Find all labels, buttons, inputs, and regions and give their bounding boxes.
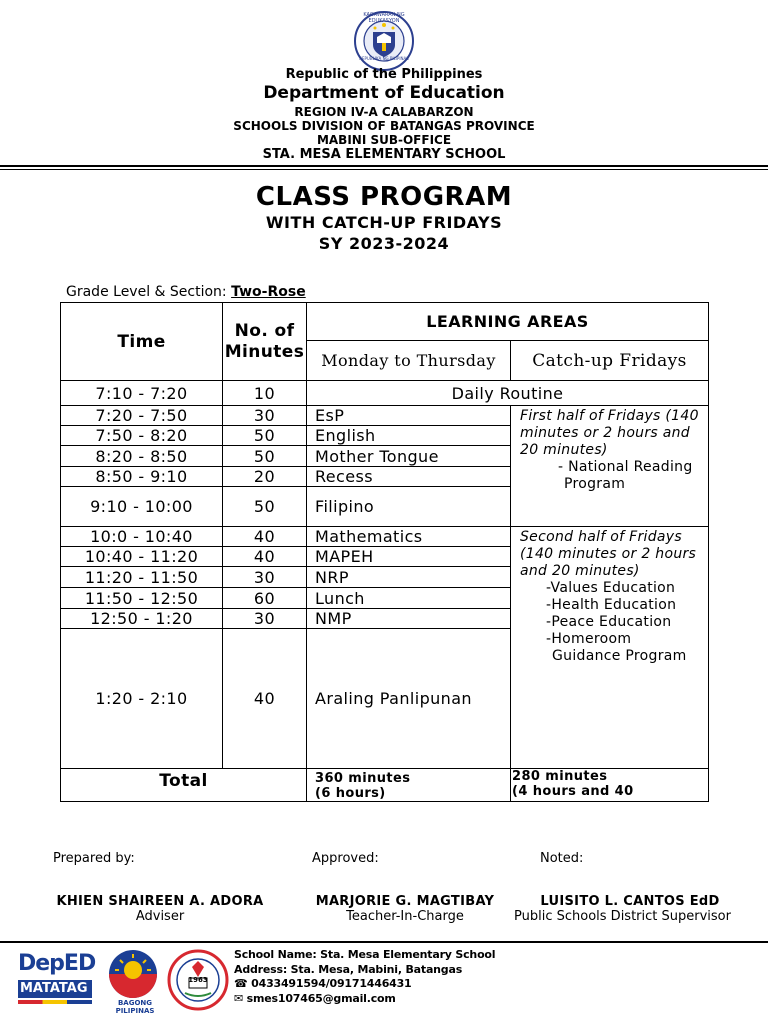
matatag-stripe	[18, 1000, 92, 1004]
time-cell: 10:40 - 11:20	[61, 547, 223, 567]
area-cell: Recess	[307, 467, 511, 487]
minutes-cell: 50	[223, 446, 307, 467]
area-cell: Daily Routine	[307, 381, 709, 406]
approved-name: MARJORIE G. MAGTIBAY	[315, 894, 495, 909]
department-text: Department of Education	[263, 83, 505, 103]
approved-label: Approved:	[312, 851, 379, 866]
footer-phone-row	[234, 977, 412, 992]
minutes-cell: 50	[223, 426, 307, 446]
minutes-cell: 50	[223, 487, 307, 527]
time-cell: 9:10 - 10:00	[61, 487, 223, 527]
minutes-cell: 30	[223, 567, 307, 588]
footer-email: smes107465@gmail.com	[246, 992, 396, 1005]
footer-school-name: School Name: Sta. Mesa Elementary School	[234, 948, 496, 961]
bagong-pilipinas-text: BAGONG PILIPINAS	[115, 999, 155, 1015]
total-mon-thu	[307, 769, 511, 802]
approved-title: Teacher-In-Charge	[346, 909, 464, 924]
sub-office-text: MABINI SUB-OFFICE	[316, 133, 452, 147]
area-cell: Mother Tongue	[307, 446, 511, 467]
area-cell: NMP	[307, 609, 511, 629]
minutes-cell: 40	[223, 527, 307, 547]
time-cell: 12:50 - 1:20	[61, 609, 223, 629]
fridays-first-heading: First half of Fridays (140 minutes or 2 hours and 20 minutes)	[520, 408, 699, 458]
minutes-cell: 20	[223, 467, 307, 487]
time-cell: 11:50 - 12:50	[61, 588, 223, 609]
minutes-cell: 30	[223, 609, 307, 629]
minutes-cell: 40	[223, 547, 307, 567]
fridays-first-half	[511, 406, 709, 527]
fridays-second-item: -Values Education	[546, 580, 676, 596]
region-text: REGION IV-A CALABARZON	[294, 105, 474, 119]
noted-name: LUISITO L. CANTOS EdD	[540, 894, 720, 909]
minutes-cell: 10	[223, 381, 307, 406]
prepared-label: Prepared by:	[53, 851, 135, 866]
area-cell: Lunch	[307, 588, 511, 609]
header-mon-thu: Monday to Thursday	[307, 341, 511, 381]
footer-email-row	[234, 992, 396, 1007]
total-fri-hours: (4 hours and 40	[512, 784, 634, 799]
fridays-second-item: -Peace Education	[546, 614, 672, 630]
matatag-logo-text: MATATAG	[18, 980, 92, 998]
time-cell: 11:20 - 11:50	[61, 567, 223, 588]
footer-divider	[0, 941, 768, 943]
republic-text: Republic of the Philippines	[285, 67, 483, 82]
minutes-cell: 60	[223, 588, 307, 609]
total-fri-minutes: 280 minutes	[512, 769, 608, 784]
header-learning-areas: LEARNING AREAS	[307, 303, 709, 341]
time-cell: 7:20 - 7:50	[61, 406, 223, 426]
seal-text-top: KAGAWARAN NG EDUKASYON	[363, 12, 405, 24]
class-program-table	[60, 302, 709, 802]
header-fridays: Catch-up Fridays	[511, 341, 709, 381]
header-minutes: No. of Minutes	[223, 303, 307, 381]
school-text: STA. MESA ELEMENTARY SCHOOL	[262, 147, 506, 162]
page-title: CLASS PROGRAM	[255, 182, 513, 212]
noted-label: Noted:	[540, 851, 584, 866]
minutes-cell: 30	[223, 406, 307, 426]
total-fridays	[511, 769, 709, 802]
email-icon: ✉	[234, 992, 244, 1005]
header-time: Time	[61, 303, 223, 381]
total-mon-thu-minutes: 360 minutes	[315, 771, 411, 786]
division-text: SCHOOLS DIVISION OF BATANGAS PROVINCE	[233, 119, 535, 133]
area-cell: NRP	[307, 567, 511, 588]
minutes-cell: 40	[223, 629, 307, 769]
noted-title: Public Schools District Supervisor	[514, 909, 731, 924]
area-cell: Mathematics	[307, 527, 511, 547]
seal-text-bottom: REPUBLIKA NG PILIPINAS	[359, 56, 409, 61]
area-cell: English	[307, 426, 511, 446]
fridays-second-half	[511, 527, 709, 769]
total-mon-thu-hours: (6 hours)	[315, 786, 386, 801]
footer-phone: 0433491594/09171446431	[251, 977, 412, 990]
fridays-second-heading: Second half of Fridays (140 minutes or 2 hours and 20 minutes)	[520, 529, 697, 579]
school-year: SY 2023-2024	[318, 234, 450, 253]
area-cell: MAPEH	[307, 547, 511, 567]
bagong-pilipinas-logo-icon	[100, 948, 166, 1000]
time-cell: 8:50 - 9:10	[61, 467, 223, 487]
school-seal-year: 1963	[188, 976, 208, 984]
time-cell: 7:10 - 7:20	[61, 381, 223, 406]
grade-section-label: Grade Level & Section:	[66, 284, 232, 300]
phone-icon: ☎	[234, 977, 248, 990]
deped-logo-text: DepED	[18, 951, 96, 976]
footer-address: Address: Sta. Mesa, Mabini, Batangas	[234, 963, 463, 976]
page-subtitle: WITH CATCH-UP FRIDAYS	[265, 213, 503, 232]
prepared-name: KHIEN SHAIREEN A. ADORA	[56, 894, 264, 909]
area-cell: Filipino	[307, 487, 511, 527]
fridays-first-item: - National Reading Program	[558, 459, 693, 492]
grade-section-value: Two-Rose	[231, 284, 306, 300]
time-cell: 7:50 - 8:20	[61, 426, 223, 446]
area-cell: Araling Panlipunan	[307, 629, 511, 769]
prepared-title: Adviser	[135, 909, 185, 924]
area-cell: EsP	[307, 406, 511, 426]
deped-matatag-logo	[18, 952, 96, 1010]
header-divider	[0, 165, 768, 167]
time-cell: 10:0 - 10:40	[61, 527, 223, 547]
fridays-second-item: -Health Education	[546, 597, 677, 613]
time-cell: 8:20 - 8:50	[61, 446, 223, 467]
total-label: Total	[61, 769, 307, 802]
header-divider-thin	[0, 169, 768, 170]
time-cell: 1:20 - 2:10	[61, 629, 223, 769]
fridays-second-item: -Homeroom Guidance Program	[546, 631, 687, 664]
grade-section	[66, 284, 306, 300]
